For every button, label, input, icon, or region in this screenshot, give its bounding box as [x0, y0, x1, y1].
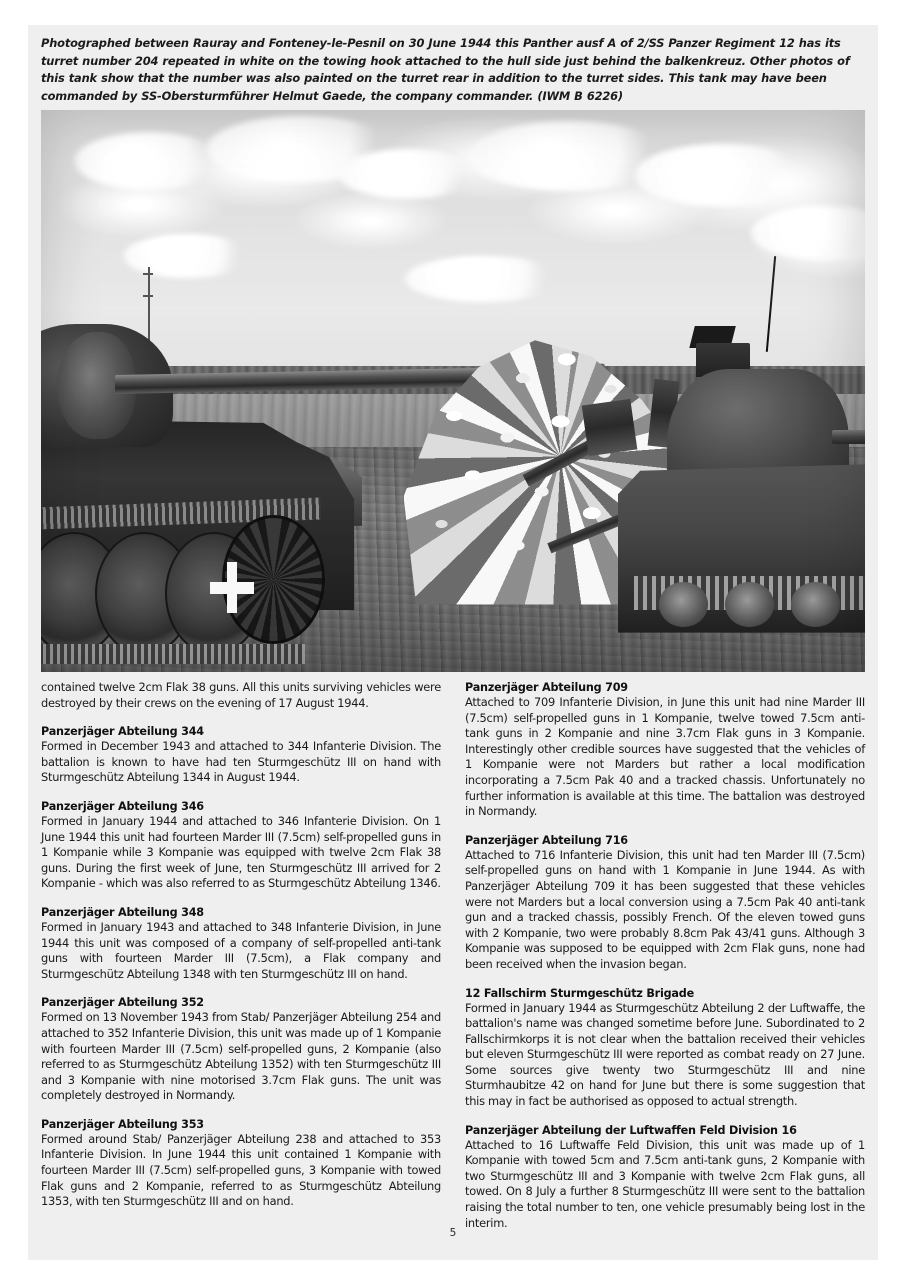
sherman-main-gun [832, 430, 865, 443]
section-heading: Panzerjäger Abteilung 346 [41, 799, 204, 813]
cloud-shape [404, 256, 564, 302]
telegraph-pole-arm [143, 295, 153, 297]
section-pja-346 [41, 799, 441, 892]
section-body: contained twelve 2cm Flak 38 guns. All this units surviving vehicles were destroyed by their crews on the evening of 17 August 1944. [41, 680, 441, 710]
photo-canvas [41, 110, 865, 672]
section-heading: Panzerjäger Abteilung 344 [41, 725, 204, 739]
right-column [465, 680, 865, 1231]
section-body: Formed in December 1943 and attached to 344 Infanterie Division. The battalion is known to have had ten Sturmgeschütz III on hand with Sturmgeschütz Abteilung 1344 in August 1944. [41, 739, 441, 785]
section-pja-716 [465, 833, 865, 973]
section-body: Attached to 16 Luftwaffe Feld Division, this unit was made up of 1 Kompanie with towed 5cm and 7.5cm anti-tank guns, 2 Kompanie with two Sturmgeschütz III and 3 Kompanie with twelve 2cm Flak guns, all towed. On 8 July a further 8 Sturmgeschütz III were sent to the battalion raising the total number to ten, one vehicle presumably being lost in the interim. [465, 1137, 865, 1230]
section-12-fallschirm-stug-brigade [465, 986, 865, 1110]
section-heading: Panzerjäger Abteilung 709 [465, 681, 628, 694]
two-column-text [41, 680, 865, 1231]
section-pja-352 [41, 995, 441, 1104]
section-body: Formed in January 1943 and attached to 348 Infanterie Division, in June 1944 this unit was composed of a company of self-propelled anti-tank guns with fourteen Marder III (7.5cm), a Flak company and Sturmgeschütz Abteilung 1348 with ten Sturmgeschütz III on hand. [41, 919, 441, 981]
page-number: 5 [449, 1227, 457, 1239]
section-pja-348 [41, 905, 441, 982]
section-heading: Panzerjäger Abteilung der Luftwaffen Feld Division 16 [465, 1123, 797, 1137]
page-content-area [28, 25, 878, 1260]
section-heading: Panzerjäger Abteilung 353 [41, 1117, 204, 1131]
section-heading: Panzerjäger Abteilung 348 [41, 905, 204, 919]
sherman-bogie-wheel [725, 582, 774, 627]
photo-caption-text: Photographed between Rauray and Fonteney-le-Pesnil on 30 June 1944 this Panther ausf A of 2/SS Panzer Regiment 12 has its turret number 204 repeated in white on the towing hook attached to the hull side just behind the balkenkreuz. Other photos of this tank show that the number was also painted on the turret rear in addition to the turret sides. This tank may have been commanded by SS-Obersturmführer Helmut Gaede, the company commander. (IWM B 6226) [41, 36, 850, 103]
left-column [41, 680, 441, 1231]
panther-lower-track-run [41, 644, 305, 664]
section-body: Formed in January 1944 and attached to 346 Infanterie Division. On 1 June 1944 this unit had fourteen Marder III (7.5cm) self-propelled guns in 1 Kompanie while 3 Kompanie was equipped with twelve 2cm Flak 38 guns. During the first week of June, ten Sturmgeschütz III arrived for 2 Kompanie - which was also referred to as Sturmgeschütz Abteilung 1346. [41, 813, 441, 891]
sherman-bogie-wheel [659, 582, 708, 627]
section-continued [41, 680, 441, 711]
section-pja-709 [465, 680, 865, 820]
cloud-shape [338, 149, 478, 199]
telegraph-pole-arm [143, 273, 153, 275]
section-body: Formed around Stab/ Panzerjäger Abteilung 238 and attached to 353 Infanterie Division. In June 1944 this unit contained 1 Kompanie with fourteen Marder III (7.5cm) self-propelled guns, 3 Kompanie with towed Flak guns and 2 Kompanie, referred to as Sturmgeschütz Abteilung 1353, with ten Sturmgeschütz III and on hand. [41, 1131, 441, 1209]
section-heading: Panzerjäger Abteilung 352 [41, 996, 204, 1010]
section-body: Formed on 13 November 1943 from Stab/ Panzerjäger Abteilung 254 and attached to 352 Infanterie Division, this unit was made up of 1 Kompanie with fourteen Marder III (7.5cm) self-propelled guns, 2 Kompanie (also referred to as Sturmgeschütz Abteilung 1352) with ten Sturmgeschütz III and 3 Kompanie with nine motorised 3.7cm Flak guns. The unit was completely destroyed in Normandy. [41, 1010, 441, 1103]
section-body: Attached to 709 Infanterie Division, in June this unit had nine Marder III (7.5cm) self-propelled guns in 1 Kompanie, twelve towed 7.5cm anti-tank guns in 2 Kompanie and nine 3.7cm Flak guns in 3 Kompanie. Interestingly other credible sources have suggested that the vehicles of 1 Kompanie were not Marders but rather a local modification incorporating a 7.5cm Pak 40 and a tracked chassis. Unfortunately no further information is available at this time. The battalion was destroyed in Normandy. [465, 695, 865, 819]
section-pja-353 [41, 1117, 441, 1210]
section-body: Attached to 716 Infanterie Division, this unit had ten Marder III (7.5cm) self-propelled guns on hand with 1 Kompanie in June 1944. As with Panzerjäger Abteilung 709 it has been suggested that these vehicles were not Marders but a local conversion using a 7.5cm Pak 40 anti-tank gun and a tracked chassis, possibly French. Of the eleven towed guns with 2 Kompanie, two were probably 8.8cm Pak 43/41 guns. Although 3 Kompanie was supposed to be equipped with 2cm Flak guns, none had been received when the invasion began. [465, 847, 865, 971]
cloud-shape [123, 234, 253, 278]
cloud-shape [634, 144, 809, 206]
sherman-bogie-wheel [791, 582, 840, 627]
section-body: Formed in January 1944 as Sturmgeschütz Abteilung 2 der Luftwaffe, the battalion's name was changed sometime before June. Subordinated to 2 Fallschirmkorps it is not clear when the battalion received their vehicles but eleven Sturmgeschütz III were reported as combat ready on 27 June. Some sources give twenty two Sturmgeschütz III and nine Sturmhaubitze 42 on hand for June but there is some suggestion that this may in fact be authorised as opposed to actual strength. [465, 1000, 865, 1109]
balkenkreuz-marking [210, 562, 254, 613]
section-heading: 12 Fallschirm Sturmgeschütz Brigade [465, 986, 694, 1000]
archive-photograph [41, 110, 865, 672]
photo-caption [41, 35, 865, 105]
section-heading: Panzerjäger Abteilung 716 [465, 833, 628, 847]
section-pja-344 [41, 724, 441, 786]
section-pja-lwfd-16 [465, 1123, 865, 1232]
timber-plank [582, 399, 638, 456]
